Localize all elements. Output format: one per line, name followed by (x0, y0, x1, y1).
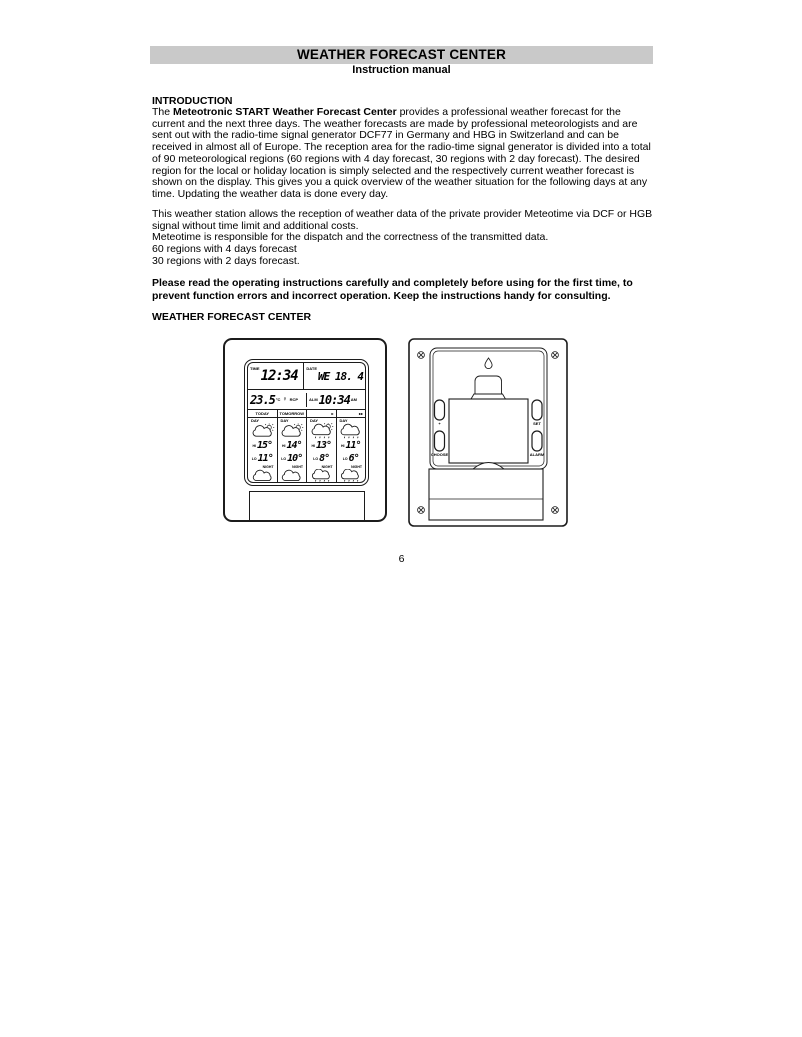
section-heading: WEATHER FORECAST CENTER (152, 311, 312, 323)
p2-line: This weather station allows the reception of weather data of the private provider Meteotime via DCF or HGB signal without time limit and additional costs. (152, 208, 653, 232)
lo-value: 8° (319, 453, 330, 464)
rcp-label: RCP (289, 397, 299, 402)
lo-label: LO (251, 456, 257, 461)
intro-p1-product-name: Meteotronic START Weather Forecast Center (173, 106, 397, 118)
time-label: TIME (250, 366, 260, 371)
intro-p1-rest: provides a professional weather forecast for the current and the next three days. The weather forecasts are made by professional meteorologists and are sent out with the radio-time signal generator DCF77 in Germany and HBG in Switzerland and can be received in almost all of Europe. The reception area for the radio-time signal generator is divided into a total of 90 meteorological regions (60 regions with 4 day forecast, 30 regions with 2 day forecast). The desired region for the local or holiday location is simply selected and the respectively current weather forecast is shown on the display. This gives you a quick overview of the weather situation for the following days at any time. Updating the weather data is done every day. (152, 106, 651, 200)
night-label: NIGHT (321, 465, 333, 469)
bulb-icon: ♀ (282, 396, 288, 403)
lcd-alarm-block (307, 393, 365, 407)
p2-line: 60 regions with 4 days forecast (152, 243, 297, 256)
mounting-bracket (471, 376, 506, 399)
sun-cloud-icon (278, 423, 305, 439)
lo-temp (278, 452, 307, 465)
set-button-label: SET (533, 421, 541, 426)
intro-paragraph-2 (152, 209, 655, 268)
lcd-display (247, 362, 366, 483)
temperature-value: 23.5 (250, 392, 275, 407)
p2-line: Meteotime is responsible for the dispatch and the correctness of the transmitted data. (152, 231, 549, 244)
lcd-date-block (304, 363, 365, 389)
hi-value: 14° (286, 440, 302, 451)
forecast-column-today (248, 410, 278, 482)
lo-label: LO (313, 456, 319, 461)
plus-button-label: + (438, 421, 441, 426)
cloud-rain-icon (337, 469, 364, 482)
hi-label: HI (311, 443, 315, 448)
sun-cloud-icon (249, 423, 276, 439)
lcd-time-block (248, 363, 304, 389)
lo-value: 10° (287, 453, 303, 464)
choose-button-label: CHOOSE (430, 452, 449, 457)
cloud-icon (278, 469, 305, 482)
night-label: NIGHT (292, 465, 303, 469)
date-value: WE 18. 4 (318, 369, 363, 383)
back-stand-flap (429, 469, 543, 520)
forecast-column-header: ▸ (307, 410, 336, 418)
lo-value: 6° (348, 453, 359, 464)
page-title: WEATHER FORECAST CENTER (296, 47, 507, 62)
hi-value: 11° (345, 440, 361, 451)
forecast-column-header: ▸▸ (337, 410, 366, 418)
forecast-column-tomorrow (278, 410, 308, 482)
plus-button (435, 400, 445, 420)
forecast-grid (248, 409, 365, 482)
lo-temp (248, 452, 277, 465)
hi-value: 13° (315, 440, 332, 451)
lcd-time-date-row (248, 363, 365, 389)
lcd-temperature-block (248, 393, 307, 407)
day-label: DAY (310, 418, 319, 423)
weather-station-front-illustration (223, 338, 387, 522)
cloud-rain-icon (308, 469, 335, 482)
forecast-column-header: TODAY (248, 410, 277, 418)
forecast-column-header: TOMORROW (279, 411, 305, 416)
day-label: DAY (251, 418, 260, 423)
lo-temp (337, 452, 366, 465)
alarm-button-label: ALARM (529, 452, 545, 457)
intro-p1-pre: The (152, 106, 174, 118)
page-subtitle: Instruction manual (352, 64, 451, 76)
hi-temp (248, 439, 277, 452)
hi-temp (278, 439, 307, 452)
hi-value: 15° (256, 440, 273, 451)
lo-temp (307, 452, 336, 465)
alarm-time-value: 10:34 (318, 392, 350, 407)
night-label: NIGHT (351, 465, 362, 469)
forecast-column-day4 (337, 410, 366, 482)
hi-temp (337, 439, 366, 452)
cloud-rain-icon (337, 423, 364, 439)
intro-heading: INTRODUCTION (152, 95, 233, 107)
lo-label: LO (281, 456, 287, 461)
cloud-icon (249, 469, 276, 482)
safety-notice: Please read the operating instructions carefully and completely before using for the first time, to prevent function errors and incorrect operation. Keep the instructions handy for consulting. (152, 277, 633, 303)
hi-label: HI (340, 443, 345, 448)
temperature-unit: °C (275, 397, 281, 402)
stand-flap (249, 491, 365, 520)
alarm-button (532, 431, 542, 451)
forecast-column-day3 (307, 410, 337, 482)
choose-button (435, 431, 445, 451)
battery-compartment (449, 399, 528, 463)
sun-cloud-rain-icon (308, 423, 335, 439)
time-value: 12:34 (260, 368, 298, 384)
header-bar (150, 46, 653, 64)
date-label: DATE (306, 366, 318, 371)
day-label: DAY (280, 418, 289, 423)
page-number: 6 (398, 553, 405, 565)
lcd-bezel (244, 359, 369, 486)
lo-label: LO (342, 456, 348, 461)
lcd-temp-alarm-row (248, 389, 365, 409)
hi-label: HI (281, 443, 286, 448)
set-button (532, 400, 542, 420)
weather-station-back-illustration (408, 338, 568, 527)
p2-line: 30 regions with 2 days forecast. (152, 254, 300, 267)
back-view-drawing (408, 338, 568, 527)
day-label: DAY (339, 418, 348, 423)
alarm-am-label: AM (350, 397, 358, 402)
hi-temp (307, 439, 336, 452)
intro-paragraph-1 (152, 107, 655, 201)
night-label: NIGHT (262, 465, 274, 469)
alarm-label: ALM (309, 397, 318, 402)
lo-value: 11° (257, 453, 273, 464)
hi-label: HI (252, 443, 256, 448)
